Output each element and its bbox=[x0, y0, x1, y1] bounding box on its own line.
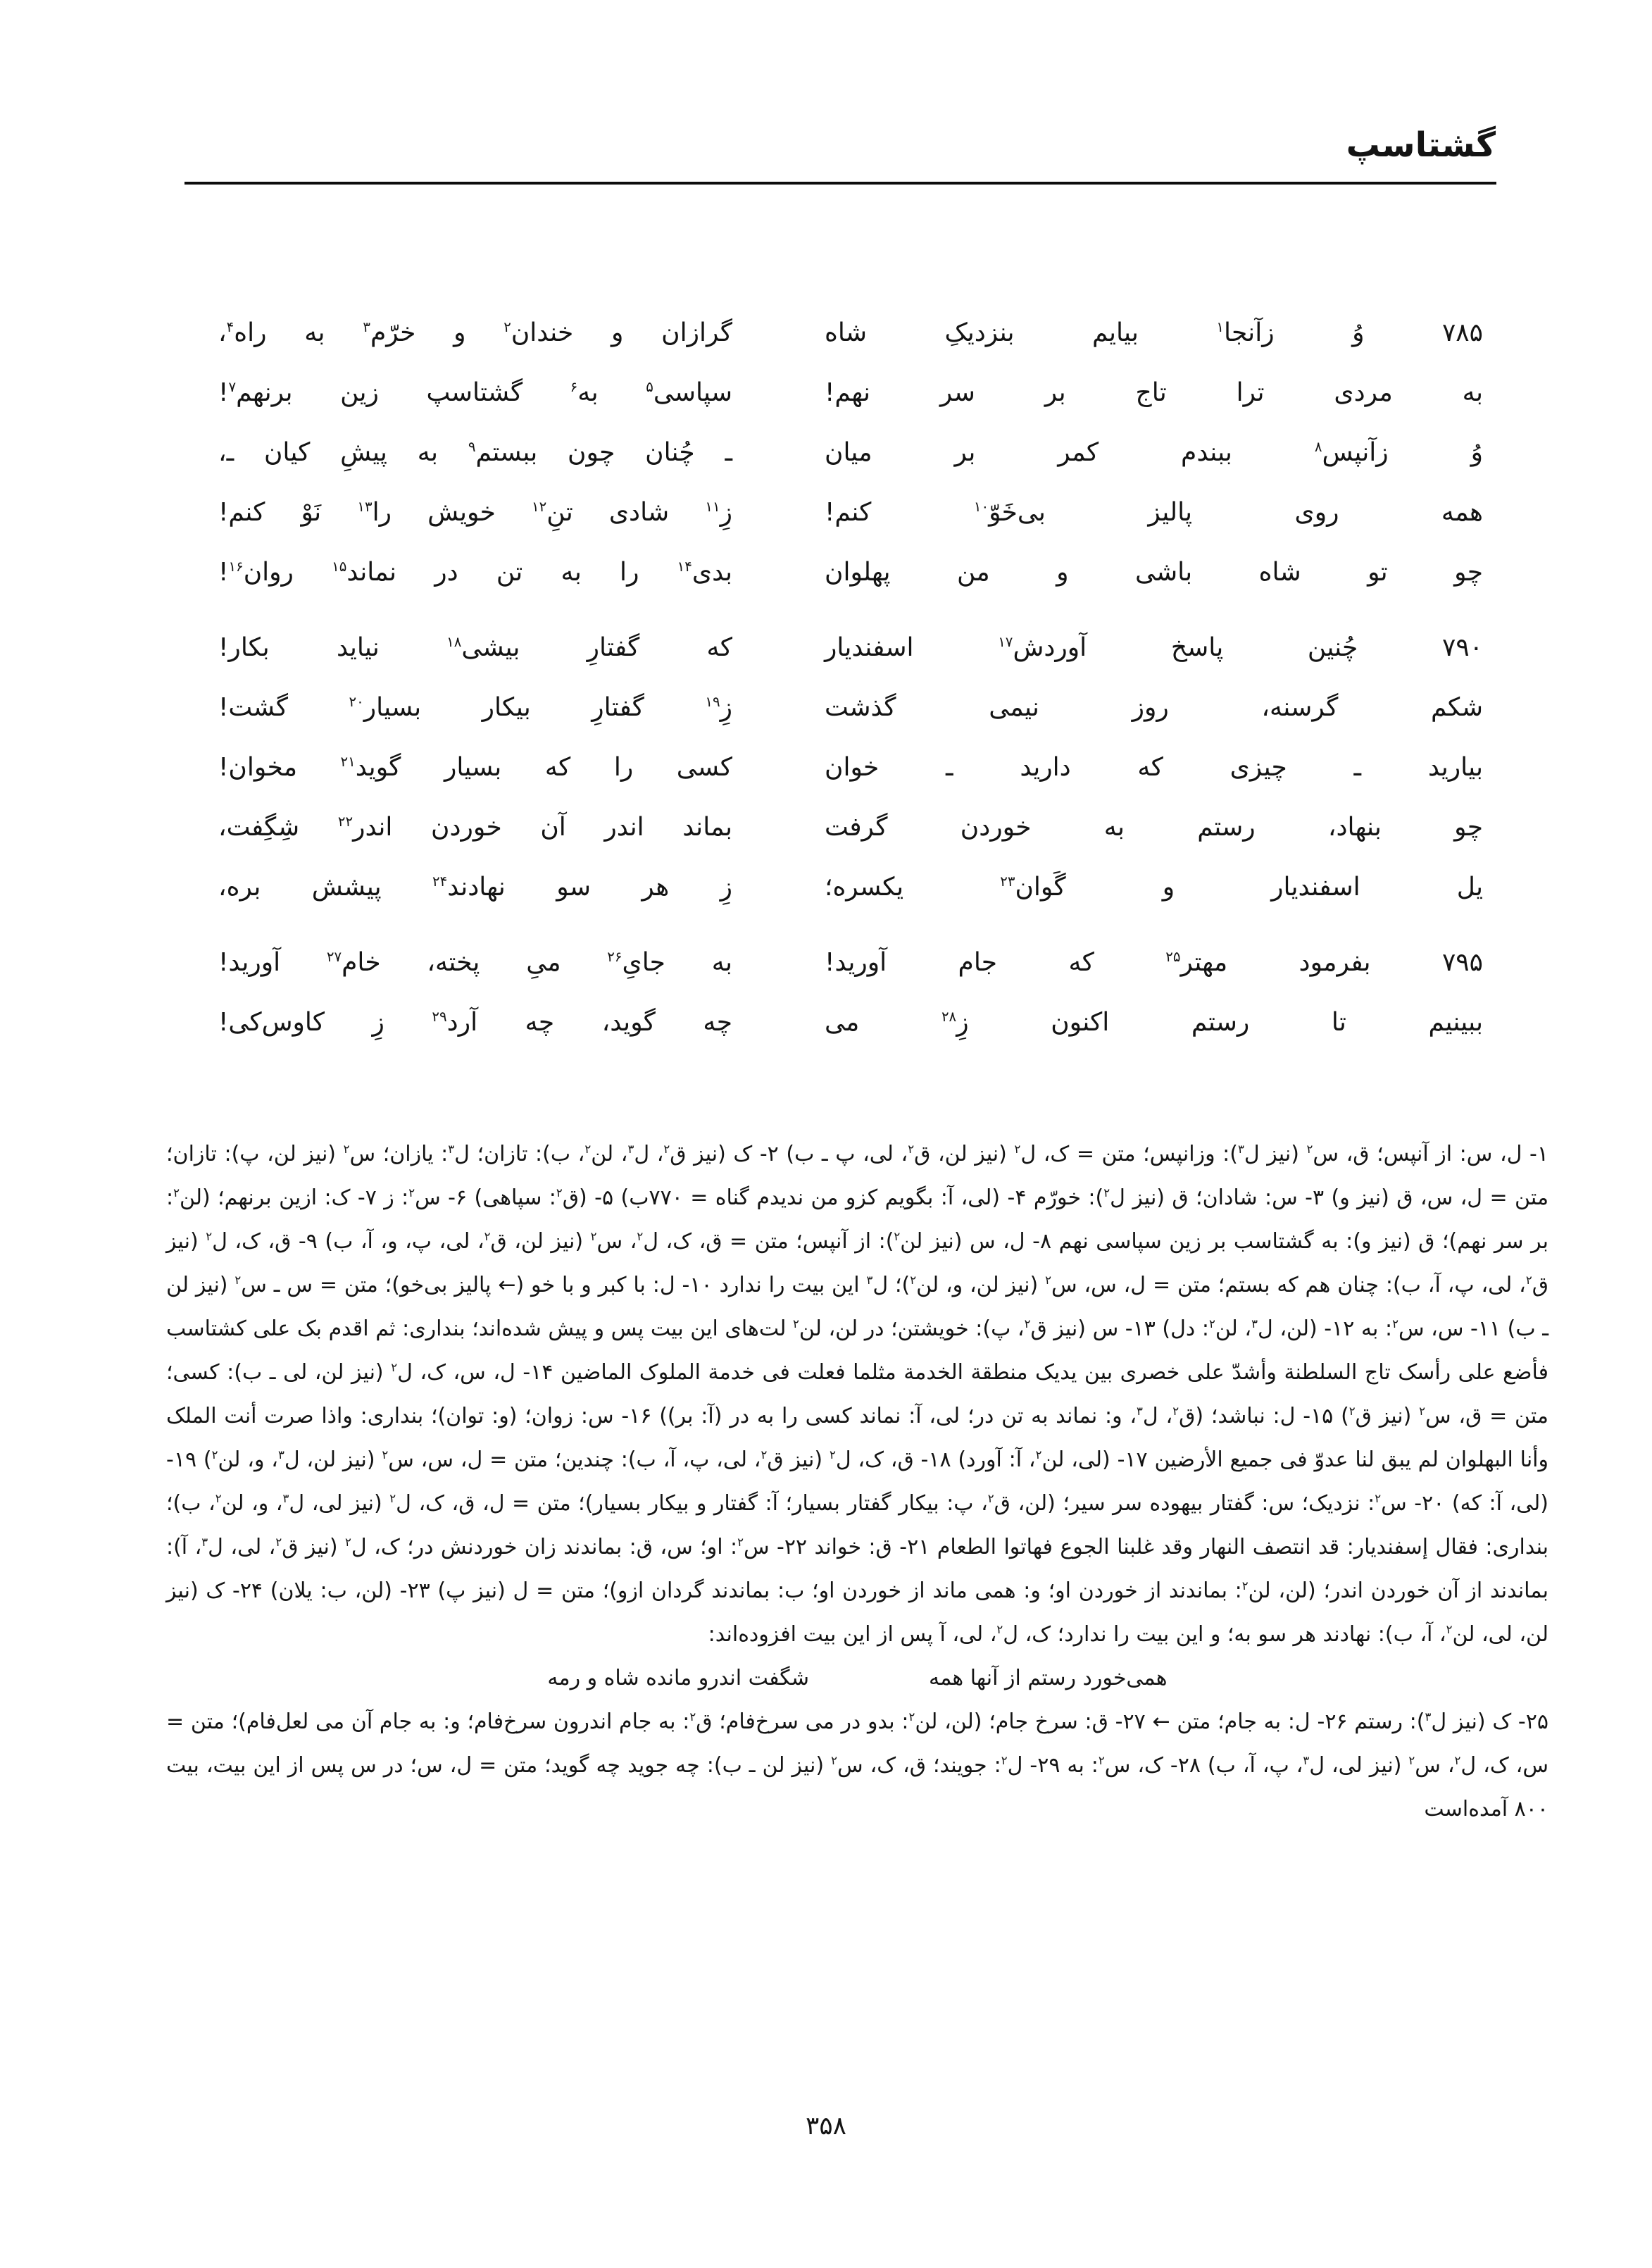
inserted-verse-right: همی‌خورد رستم از آنها همه bbox=[929, 1666, 1168, 1690]
hemistich-right bbox=[825, 737, 1483, 797]
hemistich-left: بدی$^{۱۴}$ را به تن در نماند$^{۱۵}$ روان$^{۱۶}$! bbox=[218, 558, 732, 587]
hemistich-right bbox=[825, 363, 1483, 423]
page-header-title: گشتاسپ bbox=[1346, 125, 1496, 165]
hemistich-text: چو بنهاد، رستم به خوردن گرفت bbox=[825, 813, 1483, 842]
hemistich-left: بماند اندر آن خوردن اندر$^{۲۲}$ شِگِفت، bbox=[218, 813, 732, 842]
verse-row bbox=[218, 933, 1483, 992]
hemistich-left: ـ چُنان چون ببستم$^۹$ به پیشِ کیان ـ، bbox=[218, 438, 732, 467]
hemistich-right bbox=[825, 618, 1483, 678]
hemistich-text: چُنین پاسخ آوردش$^{۱۷}$ اسفندیار bbox=[825, 633, 1358, 662]
header-rule bbox=[184, 182, 1496, 185]
hemistich-right bbox=[825, 857, 1483, 917]
hemistich-text: وُ زآنپس$^۸$ ببندم کمر بر میان bbox=[825, 438, 1483, 467]
inserted-verse-left: شگفت اندرو مانده شاه و رمه bbox=[547, 1666, 809, 1690]
hemistich-left: به جایِ$^{۲۶}$ میِ پخته، خام$^{۲۷}$ آورید! bbox=[218, 948, 733, 977]
page-number: ۳۵۸ bbox=[805, 2112, 846, 2141]
hemistich-text: بفرمود مهتر$^{۲۵}$ که جام آورید! bbox=[825, 948, 1371, 977]
verse-row bbox=[218, 678, 1483, 737]
hemistich-right bbox=[825, 482, 1483, 542]
verse-row bbox=[218, 857, 1483, 917]
verse-number: ۷۹۵ bbox=[1441, 948, 1483, 977]
footnote-paragraph-1: ۱- ل، س: از آنپس؛ ق، س$^۲$ (نیز ل$^۳$): وزانپس؛ متن = ک، ل$^۲$ (نیز لن، ق$^۲$، لی، پ ـ ب) ۲- ک (نیز ق$^۲$، ل$^۳$، لن$^۲$، ب): تازان؛ ل$^۳$: یازان؛ س$^۲$ (نیز لن، پ): تازان؛ متن = ل، س، ق (نیز و) ۳- س: شادان؛ ق (نیز ل$^۲$): خورّم ۴- (لی، آ: بگویم کزو من ندیدم گناه = ۷۷۰ب) ۵- (ق$^۲$: سپاهی) ۶- س$^۲$: ز ۷- ک: ازین برنهم؛ (لن$^۲$: بر سر نهم)؛ ق (نیز و): به گشتاسب بر زین سپاسی نهم ۸- ل، س (نیز لن$^۲$): از آنپس؛ متن = ق، ک، ل$^۲$، س$^۲$ (نیز لن، ق$^۲$، لی، پ، و، آ، ب) ۹- ق، ک، ل$^۲$ (نیز ق$^۲$، لی، پ، آ، ب): چنان هم که بستم؛ متن = ل، س، س$^۲$ (نیز لن، و، لن$^۲$)؛ ل$^۳$ این بیت را ندارد ۱۰- ل: با کبر و با خو (← پالیز بی‌خو)؛ متن = س ـ س$^۲$ (نیز لن ـ ب) ۱۱- س، س$^۲$: به ۱۲- (لن، ل$^۳$، لن$^۲$: دل) ۱۳- س (نیز ق$^۲$، پ): خویشتن؛ در لن، لن$^۲$ لت‌های این بیت پس و پیش شده‌اند؛ بنداری: ثم اقدم بک علی کشتاسب فأضع علی رأسک تاج السلطنة وأشدّ علی خصری بین یدیک منطقة الخدمة مثلما فعلت فی خدمة الملوک الماضین ۱۴- ل، س، ک، ل$^۲$ (نیز لن، لی ـ ب): کسی؛ متن = ق، س$^۲$ (نیز ق$^۲$) ۱۵- ل: نباشد؛ (ق$^۲$، ل$^۳$، و: نماند به تن در؛ لی، آ: نماند کسی را به در (آ: بر)) ۱۶- س: زوان؛ (و: توان)؛ بنداری: واذا صرت أنت الملک وأنا البهلوان لم یبق لنا عدوّ فی جمیع الأرضین ۱۷- (لی، لن$^۲$، آ: آورد) ۱۸- ق، ک، ل$^۲$ (نیز ق$^۲$، لی، پ، آ، ب): چندین؛ متن = ل، س، س$^۲$ (نیز لن، ل$^۳$، و، لن$^۲$) ۱۹- (لی، آ: که) ۲۰- س$^۲$: نزدیک؛ س: گفتار بیهوده سر سیر؛ (لن، ق$^۲$، پ: بیکار گفتار بسیار؛ آ: گفتار و بیکار بسیار)؛ متن = ل، ق، ک، ل$^۲$ (نیز لی، ل$^۳$، و، لن$^۲$، ب)؛ بنداری: فقال إسفندیار: قد انتصف النهار وقد غلبنا الجوع فهاتوا الطعام ۲۱- ق: خواند ۲۲- س$^۲$: او؛ س، ق: بماندند زان خوردنش در؛ ک، ل$^۲$ (نیز ق$^۲$، لی، ل$^۳$، آ): بماندند از آن خوردن اندر؛ (لن، لن$^۲$: بماندند از خوردن او؛ و: همی ماند از خوردن او؛ ب: بماندند گردان ازو)؛ متن = ل (نیز پ) ۲۳- (لن، ب: یلان) ۲۴- ک (نیز لن، لی، لن$^۲$، آ، ب): نهادند هر سو به؛ و این بیت را ندارد؛ ک، ل$^۲$، لی، آ پس از این بیت افزوده‌اند: bbox=[166, 1142, 1549, 1647]
hemistich-text: ببینیم تا رستم اکنون زِ$^{۲۸}$ می bbox=[825, 1008, 1483, 1037]
footnote-inserted-verse bbox=[166, 1657, 1548, 1700]
verse-row bbox=[218, 618, 1483, 678]
verse-number: ۷۹۰ bbox=[1441, 633, 1483, 662]
verse-row bbox=[218, 797, 1483, 857]
hemistich-text: یل اسفندیار و گَوان$^{۲۳}$ یکسره؛ bbox=[825, 873, 1483, 902]
hemistich-left: چه گوید، چه آرد$^{۲۹}$ زِ کاوس‌کی! bbox=[218, 1008, 732, 1037]
hemistich-right bbox=[825, 423, 1483, 482]
hemistich-right bbox=[825, 542, 1483, 602]
hemistich-right bbox=[825, 933, 1483, 992]
hemistich-text: وُ زآنجا$^۱$ بیایم بنزدیکِ شاه bbox=[825, 318, 1365, 347]
verse-row bbox=[218, 992, 1483, 1052]
hemistich-right bbox=[825, 797, 1483, 857]
hemistich-left: گرازان و خندان$^۲$ و خرّم$^۳$ به راه$^۴$، bbox=[218, 318, 732, 347]
verse-row bbox=[218, 737, 1483, 797]
verse-block-790 bbox=[218, 618, 1483, 917]
verse-block-785 bbox=[218, 303, 1483, 602]
verse-row bbox=[218, 363, 1483, 423]
hemistich-text: همه روی پالیز بی‌خَوّ$^{۱۰}$ کنم! bbox=[825, 498, 1483, 527]
hemistich-right bbox=[825, 678, 1483, 737]
hemistich-text: چو تو شاه باشی و من پهلوان bbox=[825, 558, 1483, 587]
hemistich-left: کسی را که بسیار گوید$^{۲۱}$ مخوان! bbox=[218, 753, 732, 782]
verse-row bbox=[218, 482, 1483, 542]
verse-block-795 bbox=[218, 933, 1483, 1052]
hemistich-text: شکم گرسنه، روز نیمی گذشت bbox=[825, 693, 1483, 722]
hemistich-right bbox=[825, 992, 1483, 1052]
verse-row bbox=[218, 303, 1483, 363]
hemistich-right bbox=[825, 303, 1483, 363]
hemistich-left: زِ هر سو نهادند$^{۲۴}$ پیشش بره، bbox=[218, 873, 732, 902]
hemistich-left: که گفتارِ بیشی$^{۱۸}$ نیاید بکار! bbox=[218, 633, 732, 662]
hemistich-text: به مردی ترا تاج بر سر نهم! bbox=[825, 378, 1483, 407]
hemistich-text: بیارید ـ چیزی که دارید ـ خوان bbox=[825, 753, 1483, 782]
hemistich-left: زِ$^{۱۹}$ گفتارِ بیکار بسیار$^{۲۰}$ گشت! bbox=[218, 693, 732, 722]
footnote-paragraph-2: ۲۵- ک (نیز ل$^۳$): رستم ۲۶- ل: به جام؛ متن ← ۲۷- ق: سرخ جام؛ (لن، لن$^۲$: بدو در می سرخ‌فام؛ ق$^۲$: به جام اندرون سرخ‌فام؛ و: به جام آن می لعل‌فام)؛ متن = س، ک، ل$^۲$، س$^۲$ (نیز لی، ل$^۳$، پ، آ، ب) ۲۸- ک، س$^۲$: به ۲۹- ل$^۲$: جویند؛ ق، ک، س$^۲$ (نیز لن ـ ب): چه جوید چه گوید؛ متن = ل، س؛ در س پس از این بیت، بیت ۸۰۰ آمده‌است bbox=[166, 1709, 1548, 1821]
verse-row bbox=[218, 423, 1483, 482]
critical-apparatus bbox=[166, 1133, 1548, 1831]
hemistich-left: سپاسی$^۵$ به$^۶$ گشتاسپ زین برنهم$^۷$! bbox=[218, 378, 732, 407]
poem bbox=[218, 303, 1483, 1052]
hemistich-left: زِ$^{۱۱}$ شادی تنِ$^{۱۲}$ خویش را$^{۱۳}$ نَوْ کنم! bbox=[218, 498, 733, 527]
verse-number: ۷۸۵ bbox=[1441, 318, 1483, 347]
verse-row bbox=[218, 542, 1483, 602]
